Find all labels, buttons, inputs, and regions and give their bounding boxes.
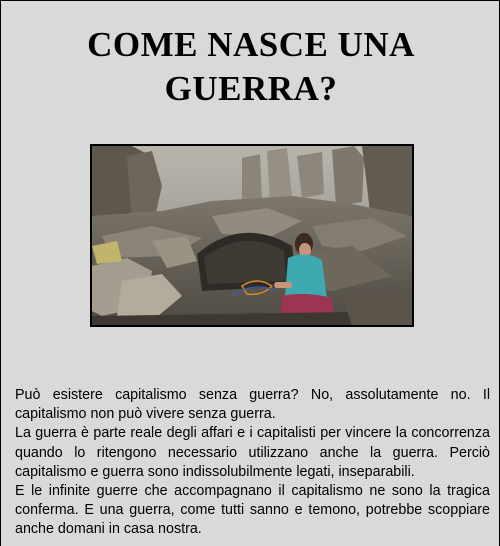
war-ruins-photo [90,144,414,327]
article-body [15,386,490,540]
paragraph-1: Può esistere capitalismo senza guerra? No, assolutamente no. Il capitalismo non può vivere senza guerra. [15,387,490,423]
title-line-1: COME NASCE UNA [87,25,415,64]
paragraph-2: La guerra è parte reale degli affari e i capitalisti per vincere la concorrenza quando lo ritengono necessario utilizzano anche la guerra. Perciò capitalismo e guerra sono indissolubilmente legati, inseparabili. [15,425,490,480]
title-line-2: GUERRA? [164,69,338,108]
paragraph-3: E le infinite guerre che accompagnano il capitalismo ne sono la tragica conferma. E una guerra, come tutti sanno e temono, potrebbe scoppiare anche domani in casa nostra. [15,483,490,538]
page-title [1,23,500,111]
